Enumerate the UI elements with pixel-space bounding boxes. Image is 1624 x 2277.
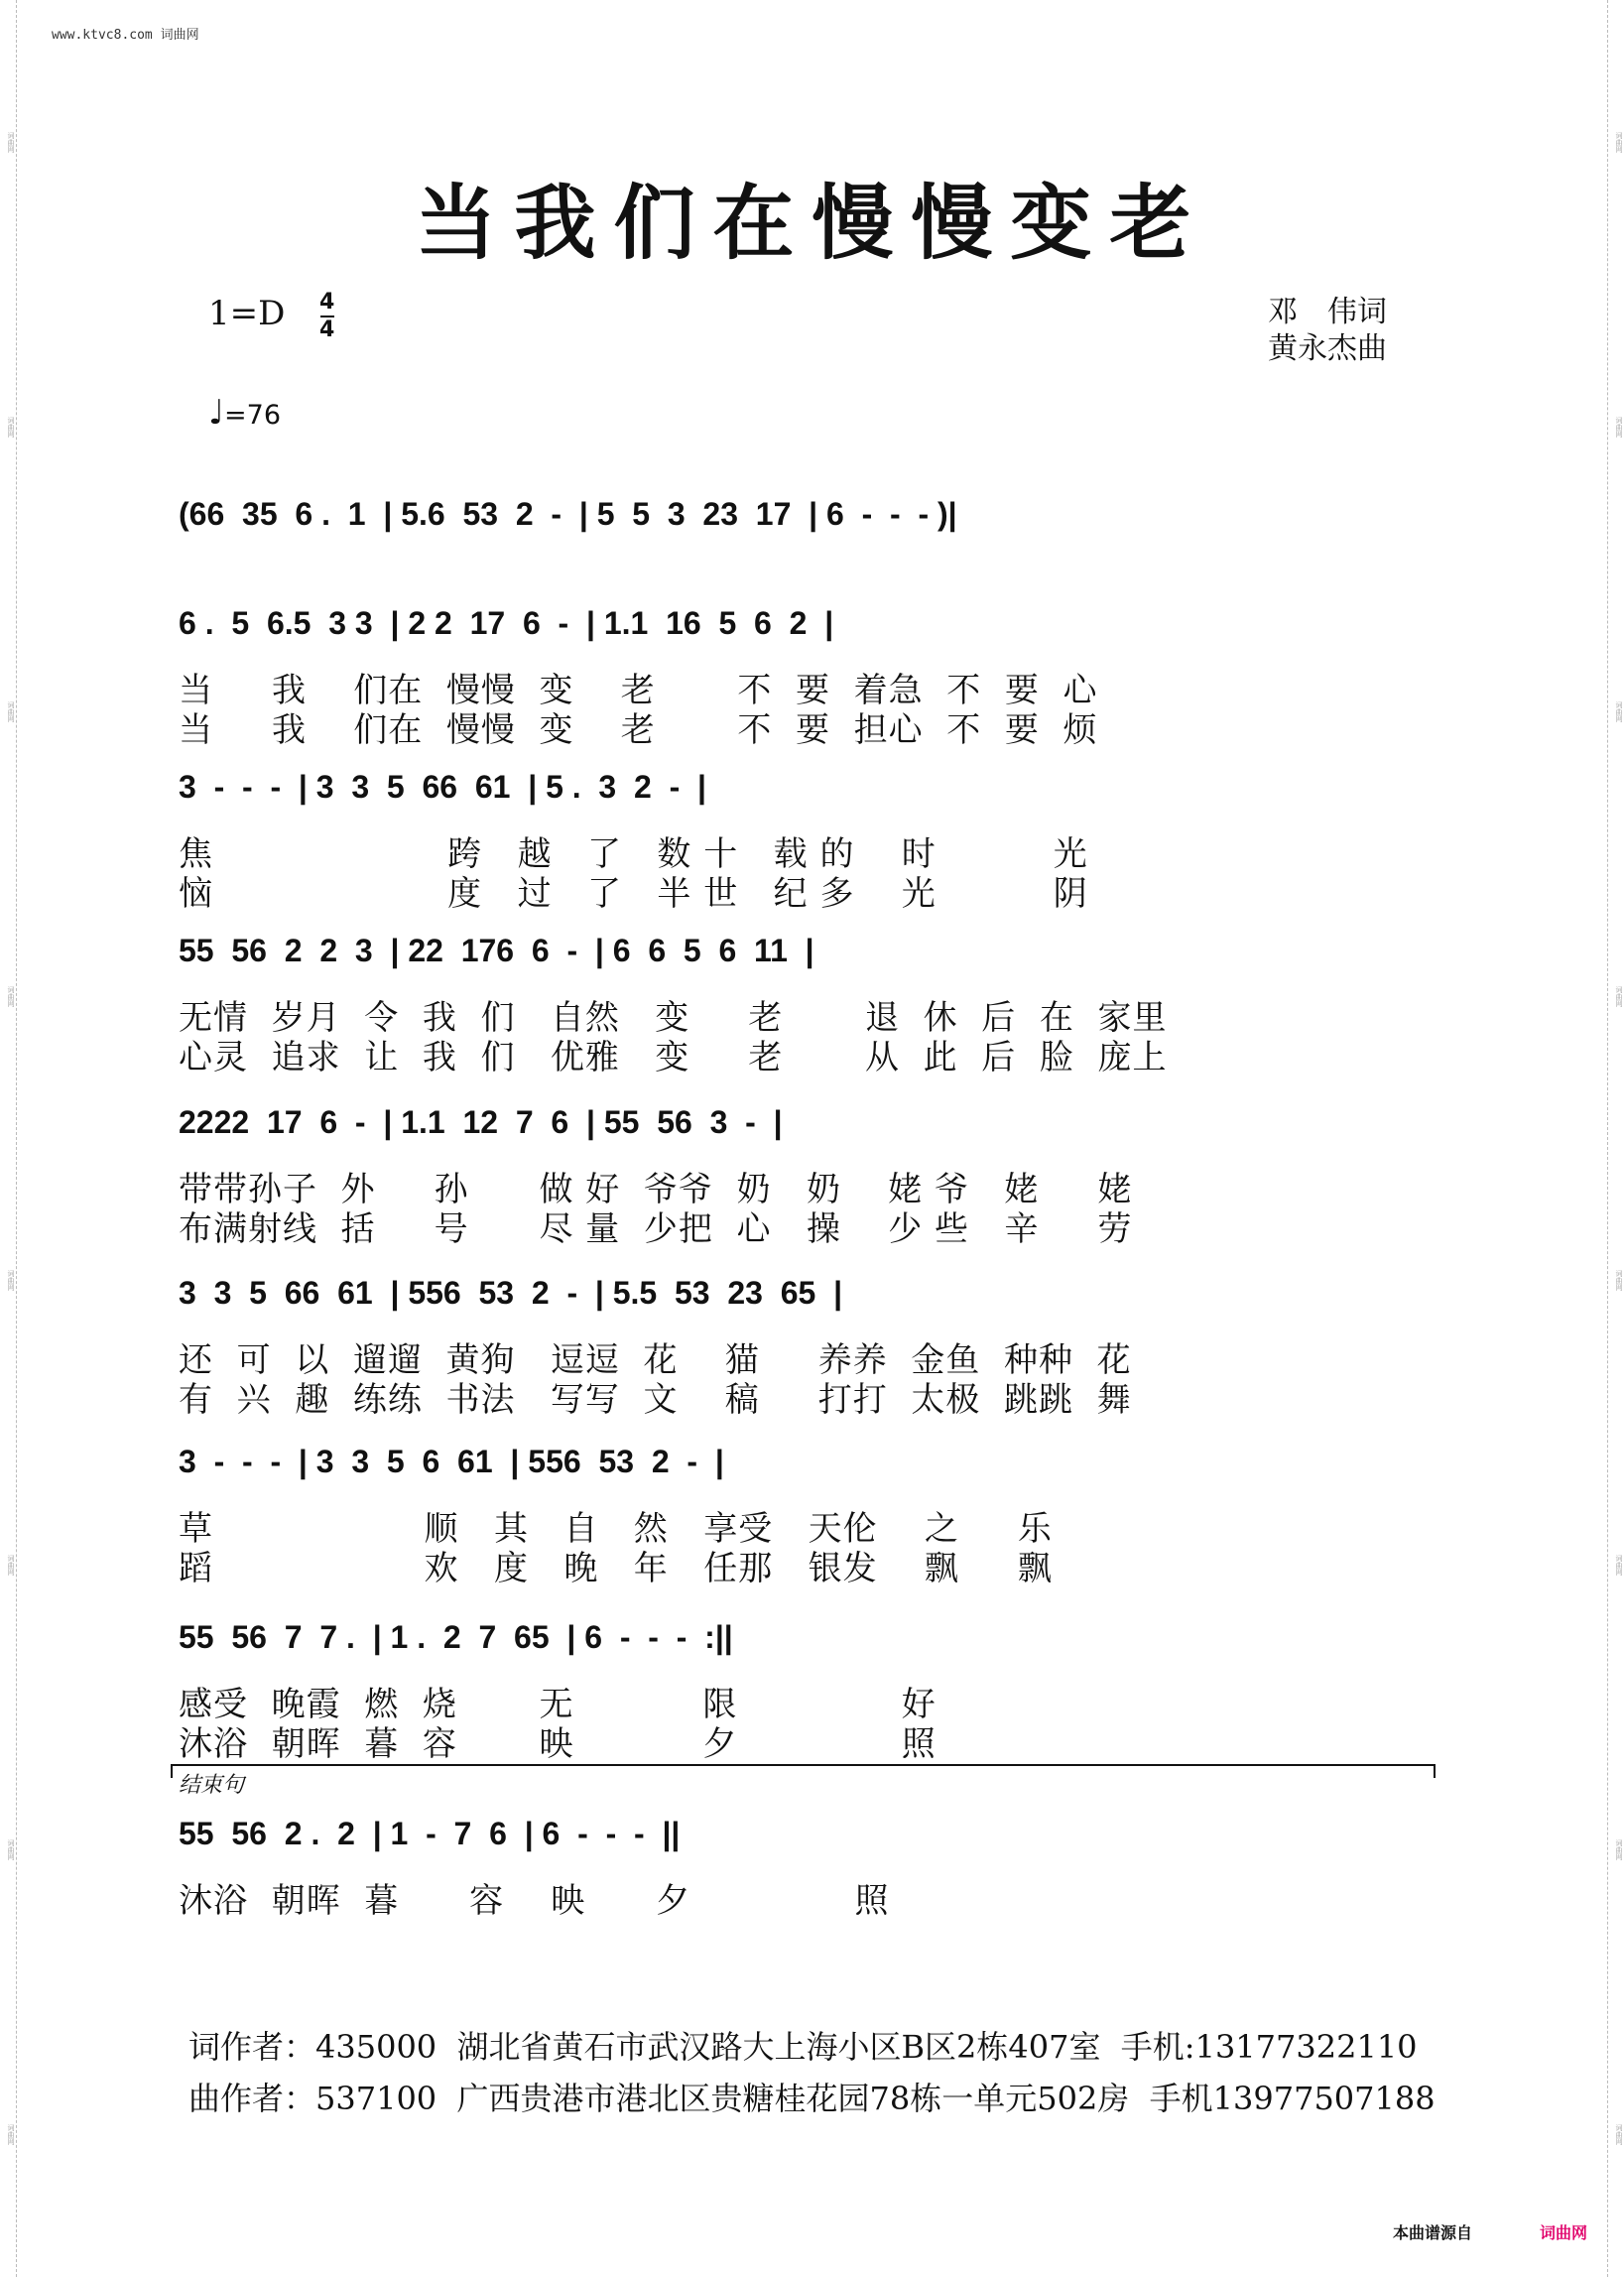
ending-label: 结束句 xyxy=(179,1773,245,1798)
music-notation: 6 . 5 6.5 3 3 | 2 2 17 6 - | 1.1 16 5 6 2 | xyxy=(179,605,834,641)
ending-bracket-right xyxy=(1434,1764,1436,1778)
lyric-verse-1: 感受 晚霞 燃 烧 无 限 好 xyxy=(179,1685,937,1724)
lyric-verse-2: 布满射线 括 号 尽 量 少把 心 操 少 些 辛 劳 xyxy=(179,1209,1133,1249)
lyric-verse-2: 恼 度 过 了 半 世 纪 多 光 阴 xyxy=(179,874,1088,914)
tempo-value: =76 xyxy=(224,400,282,431)
site-header xyxy=(52,24,199,43)
lyric-verse-2: 沐浴 朝晖 暮 容 映 夕 照 xyxy=(179,1724,937,1764)
lyric-verse-1: 焦 跨 越 了 数 十 载 的 时 光 xyxy=(179,834,1088,874)
score-line-2 xyxy=(179,605,1438,750)
lyric-verse-1: 还 可 以 遛遛 黄狗 逗逗 花 猫 养养 金鱼 种种 花 xyxy=(179,1340,1132,1380)
score-line-ending xyxy=(179,1816,1438,1921)
meter-top: 4 xyxy=(319,290,335,315)
site-name: 词曲网 xyxy=(160,28,199,43)
right-margin-watermark: 词曲网 词曲网 词曲网 词曲网 词曲网 词曲网 词曲网 词曲网 xyxy=(1607,0,1624,2277)
lyric-verse-1: 带带孙子 外 孙 做 好 爷爷 奶 奶 姥 爷 姥 姥 xyxy=(179,1170,1133,1209)
music-notation: 2222 17 6 - | 1.1 12 7 6 | 55 56 3 - | xyxy=(179,1104,783,1140)
music-notation: (66 35 6 . 1 | 5.6 53 2 - | 5 5 3 23 17 | 6 - - - )| xyxy=(179,496,957,532)
left-margin-watermark: 词曲网 词曲网 词曲网 词曲网 词曲网 词曲网 词曲网 词曲网 xyxy=(0,0,17,2277)
ending-bracket-left xyxy=(171,1764,173,1778)
music-notation: 3 - - - | 3 3 5 6 61 | 556 53 2 - | xyxy=(179,1444,724,1479)
score-line-7 xyxy=(179,1444,1438,1588)
score-line-8 xyxy=(179,1619,1438,1764)
music-notation: 3 - - - | 3 3 5 66 61 | 5 . 3 2 - | xyxy=(179,769,706,805)
lyric-verse-2: 心灵 追求 让 我 们 优雅 变 老 从 此 后 脸 庞上 xyxy=(179,1038,1168,1077)
lyric-verse-2: 有 兴 趣 练练 书法 写写 文 稿 打打 太极 跳跳 舞 xyxy=(179,1380,1132,1420)
lyric-verse-1: 无情 岁月 令 我 们 自然 变 老 退 休 后 在 家里 xyxy=(179,998,1168,1038)
footer-brand-link[interactable]: 词曲网 xyxy=(1540,2223,1588,2242)
composer-credit: 黄永杰曲 xyxy=(1268,331,1387,366)
lyric-verse-2: 蹈 欢 度 晚 年 任那 银发 飘 飘 xyxy=(179,1549,1053,1588)
lyricist-credit: 邓 伟词 xyxy=(1268,295,1387,329)
time-signature xyxy=(319,290,334,343)
song-title: 当我们在慢慢变老 xyxy=(415,177,1209,271)
score-line-3 xyxy=(179,769,1438,914)
composer-contact: 曲作者：537100 广西贵港市港北区贵糖桂花园78栋一单元502房 手机13977507188 xyxy=(188,2080,1436,2117)
tempo-marking xyxy=(208,393,281,433)
music-notation: 3 3 5 66 61 | 556 53 2 - | 5.5 53 23 65 | xyxy=(179,1275,843,1311)
meter-bottom: 4 xyxy=(319,317,335,342)
footer-source: 本曲谱源自 xyxy=(1393,2223,1473,2242)
lyric-verse-1: 当 我 们在 慢慢 变 老 不 要 着急 不 要 心 xyxy=(179,671,1098,710)
music-notation: 55 56 2 2 3 | 22 176 6 - | 6 6 5 6 11 | xyxy=(179,933,814,968)
score-line-6 xyxy=(179,1275,1438,1420)
lyric-verse-2: 当 我 们在 慢慢 变 老 不 要 担心 不 要 烦 xyxy=(179,710,1098,750)
key-signature: 1=D xyxy=(208,294,286,333)
credits xyxy=(1268,294,1387,367)
lyric-verse-1: 草 顺 其 自 然 享受 天伦 之 乐 xyxy=(179,1509,1053,1549)
score-line-1 xyxy=(179,496,1438,575)
quarter-note-icon: ♩ xyxy=(208,393,225,433)
ending-bracket xyxy=(171,1764,1436,1766)
lyric-verse-1: 沐浴 朝晖 暮 容 映 夕 照 xyxy=(179,1881,890,1921)
music-notation: 55 56 7 7 . | 1 . 2 7 65 | 6 - - - :|| xyxy=(179,1619,733,1655)
music-notation: 55 56 2 . 2 | 1 - 7 6 | 6 - - - || xyxy=(179,1816,681,1851)
score-line-4 xyxy=(179,933,1438,1077)
score-line-5 xyxy=(179,1104,1438,1249)
site-url: www.ktvc8.com xyxy=(52,28,153,43)
lyricist-contact: 词作者：435000 湖北省黄石市武汉路大上海小区B区2栋407室 手机:13177322110 xyxy=(188,2028,1418,2066)
